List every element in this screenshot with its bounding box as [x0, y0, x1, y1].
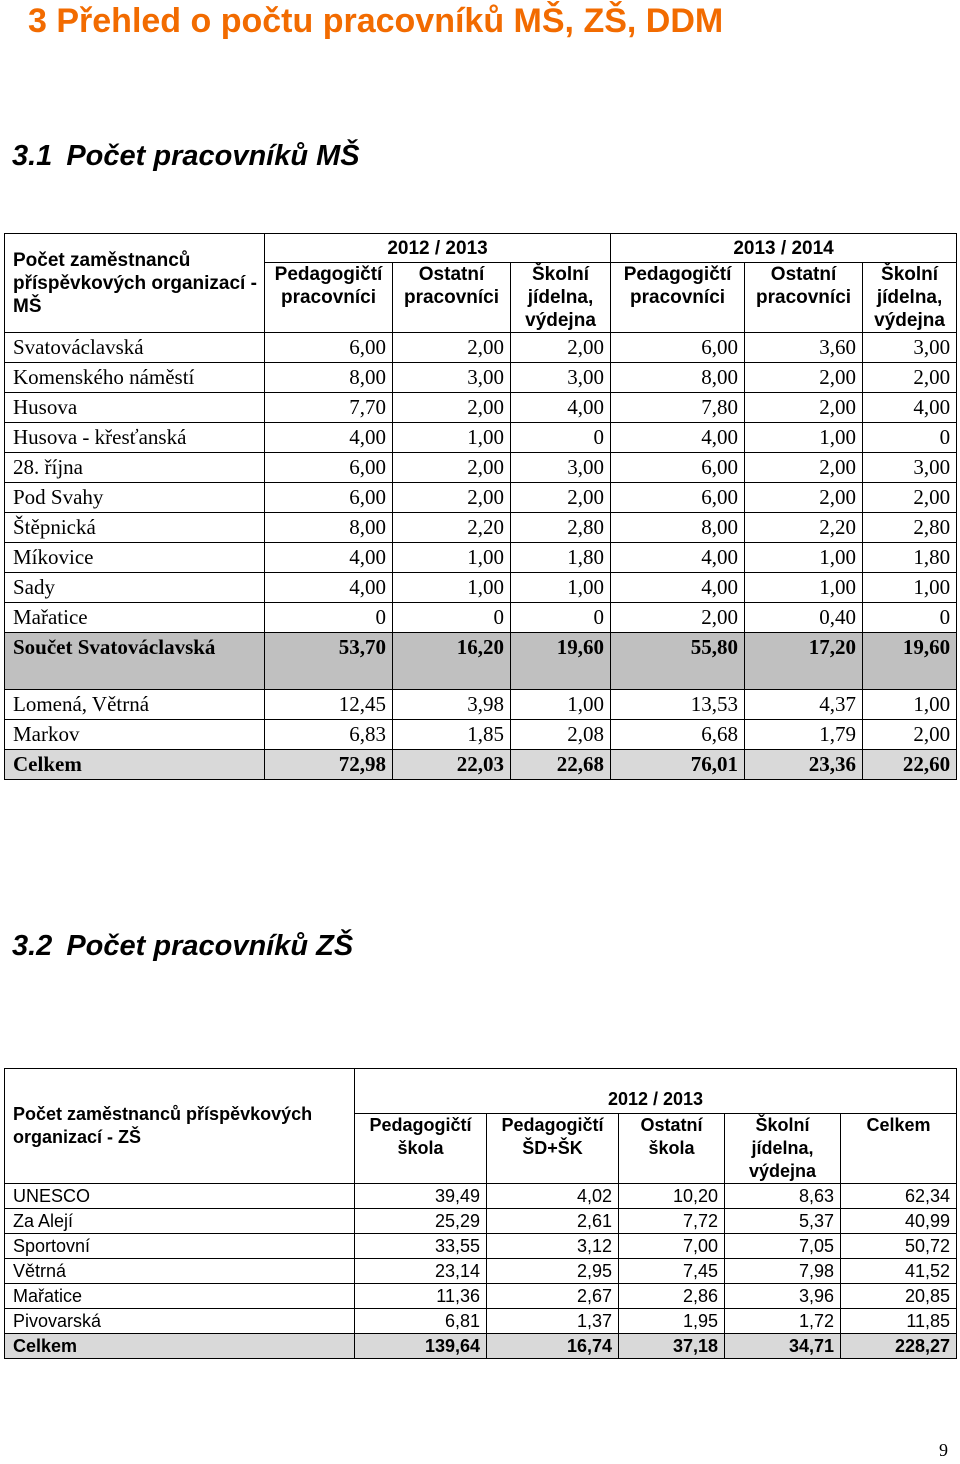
value-cell: 39,49	[355, 1184, 487, 1209]
column-header: Pedagogičtí škola	[355, 1114, 487, 1184]
value-cell: 1,79	[745, 720, 863, 750]
value-cell: 2,20	[393, 513, 511, 543]
value-cell: 2,00	[863, 720, 957, 750]
value-cell: 1,00	[511, 690, 611, 720]
row-label: Sady	[5, 573, 265, 603]
row-label: Celkem	[5, 1334, 355, 1359]
zs-staff-table	[4, 1068, 957, 1359]
value-cell: 2,00	[393, 393, 511, 423]
value-cell: 4,00	[611, 423, 745, 453]
value-cell: 3,00	[863, 453, 957, 483]
value-cell: 76,01	[611, 750, 745, 780]
value-cell: 2,00	[393, 483, 511, 513]
value-cell: 12,45	[265, 690, 393, 720]
table-row	[5, 1309, 957, 1334]
value-cell: 22,03	[393, 750, 511, 780]
value-cell: 0	[863, 603, 957, 633]
section-heading-zs	[12, 930, 353, 963]
column-header: Školní jídelna, výdejna	[863, 263, 957, 333]
value-cell: 19,60	[511, 633, 611, 690]
value-cell: 34,71	[725, 1334, 841, 1359]
value-cell: 6,81	[355, 1309, 487, 1334]
value-cell: 4,00	[611, 573, 745, 603]
value-cell: 20,85	[841, 1284, 957, 1309]
value-cell: 1,37	[487, 1309, 619, 1334]
value-cell: 2,80	[511, 513, 611, 543]
value-cell: 228,27	[841, 1334, 957, 1359]
page-number: 9	[939, 1440, 948, 1460]
value-cell: 7,05	[725, 1234, 841, 1259]
row-label: Komenského náměstí	[5, 363, 265, 393]
value-cell: 2,00	[611, 603, 745, 633]
column-header: Celkem	[841, 1114, 957, 1184]
value-cell: 40,99	[841, 1209, 957, 1234]
table-row	[5, 603, 957, 633]
table-row	[5, 1284, 957, 1309]
table-row	[5, 393, 957, 423]
zs-row-header: Počet zaměstnanců příspěvkových organizací - ZŠ	[5, 1069, 355, 1184]
column-header: Ostatní pracovníci	[745, 263, 863, 333]
value-cell: 53,70	[265, 633, 393, 690]
value-cell: 6,68	[611, 720, 745, 750]
value-cell: 2,00	[511, 333, 611, 363]
value-cell: 1,95	[619, 1309, 725, 1334]
value-cell: 4,00	[265, 573, 393, 603]
row-label: Míkovice	[5, 543, 265, 573]
table-row	[5, 1259, 957, 1284]
value-cell: 23,36	[745, 750, 863, 780]
table-row	[5, 483, 957, 513]
table-row	[5, 1184, 957, 1209]
value-cell: 0	[863, 423, 957, 453]
ms-staff-table	[4, 233, 957, 780]
value-cell: 0	[265, 603, 393, 633]
value-cell: 3,60	[745, 333, 863, 363]
value-cell: 2,00	[863, 363, 957, 393]
section-number: 3.1	[12, 140, 53, 172]
table-row	[5, 513, 957, 543]
row-label: UNESCO	[5, 1184, 355, 1209]
value-cell: 6,00	[265, 453, 393, 483]
value-cell: 2,08	[511, 720, 611, 750]
value-cell: 4,00	[863, 393, 957, 423]
value-cell: 16,74	[487, 1334, 619, 1359]
row-label: Mařatice	[5, 603, 265, 633]
value-cell: 11,36	[355, 1284, 487, 1309]
value-cell: 1,00	[393, 543, 511, 573]
section-title: Počet pracovníků ZŠ	[66, 930, 354, 962]
value-cell: 1,00	[393, 423, 511, 453]
column-header: Školní jídelna, výdejna	[725, 1114, 841, 1184]
value-cell: 3,98	[393, 690, 511, 720]
sum-row	[5, 633, 957, 690]
value-cell: 2,61	[487, 1209, 619, 1234]
value-cell: 41,52	[841, 1259, 957, 1284]
value-cell: 3,96	[725, 1284, 841, 1309]
row-label: Husova - křesťanská	[5, 423, 265, 453]
value-cell: 3,00	[393, 363, 511, 393]
column-header: Školní jídelna, výdejna	[511, 263, 611, 333]
value-cell: 4,00	[511, 393, 611, 423]
value-cell: 6,00	[611, 453, 745, 483]
ms-year-header: 2012 / 2013	[265, 234, 611, 263]
value-cell: 0	[393, 603, 511, 633]
value-cell: 6,00	[611, 483, 745, 513]
value-cell: 2,00	[511, 483, 611, 513]
ms-year-header: 2013 / 2014	[611, 234, 957, 263]
value-cell: 0	[511, 603, 611, 633]
value-cell: 4,00	[611, 543, 745, 573]
value-cell: 6,00	[265, 333, 393, 363]
value-cell: 8,63	[725, 1184, 841, 1209]
value-cell: 2,80	[863, 513, 957, 543]
value-cell: 4,02	[487, 1184, 619, 1209]
row-label: Markov	[5, 720, 265, 750]
value-cell: 3,00	[511, 453, 611, 483]
value-cell: 2,20	[745, 513, 863, 543]
row-label: Součet Svatováclavská	[5, 633, 265, 690]
column-header: Pedagogičtí pracovníci	[265, 263, 393, 333]
value-cell: 8,00	[265, 363, 393, 393]
value-cell: 7,70	[265, 393, 393, 423]
value-cell: 2,00	[863, 483, 957, 513]
value-cell: 4,37	[745, 690, 863, 720]
table-row	[5, 423, 957, 453]
row-label: Pivovarská	[5, 1309, 355, 1334]
value-cell: 22,68	[511, 750, 611, 780]
table-row	[5, 363, 957, 393]
row-label: Husova	[5, 393, 265, 423]
section-title: Počet pracovníků MŠ	[66, 140, 360, 172]
value-cell: 2,67	[487, 1284, 619, 1309]
row-label: Lomená, Větrná	[5, 690, 265, 720]
value-cell: 62,34	[841, 1184, 957, 1209]
row-label: Štěpnická	[5, 513, 265, 543]
table-row	[5, 1234, 957, 1259]
value-cell: 25,29	[355, 1209, 487, 1234]
row-label: Pod Svahy	[5, 483, 265, 513]
row-label: 28. října	[5, 453, 265, 483]
value-cell: 11,85	[841, 1309, 957, 1334]
value-cell: 1,85	[393, 720, 511, 750]
value-cell: 3,00	[863, 333, 957, 363]
total-row	[5, 1334, 957, 1359]
value-cell: 1,80	[863, 543, 957, 573]
value-cell: 6,00	[611, 333, 745, 363]
column-header: Pedagogičtí pracovníci	[611, 263, 745, 333]
value-cell: 1,00	[863, 690, 957, 720]
table-row	[5, 573, 957, 603]
value-cell: 8,00	[611, 513, 745, 543]
value-cell: 50,72	[841, 1234, 957, 1259]
value-cell: 2,95	[487, 1259, 619, 1284]
value-cell: 10,20	[619, 1184, 725, 1209]
column-header: Ostatní škola	[619, 1114, 725, 1184]
value-cell: 0	[511, 423, 611, 453]
value-cell: 2,00	[745, 363, 863, 393]
zs-year-header: 2012 / 2013	[355, 1069, 957, 1114]
value-cell: 8,00	[611, 363, 745, 393]
ms-row-header: Počet zaměstnanců příspěvkových organizací - MŠ	[5, 234, 265, 333]
value-cell: 2,86	[619, 1284, 725, 1309]
value-cell: 2,00	[745, 483, 863, 513]
table-row	[5, 543, 957, 573]
value-cell: 55,80	[611, 633, 745, 690]
section-number: 3.2	[12, 930, 53, 962]
value-cell: 7,80	[611, 393, 745, 423]
value-cell: 7,00	[619, 1234, 725, 1259]
value-cell: 37,18	[619, 1334, 725, 1359]
value-cell: 13,53	[611, 690, 745, 720]
value-cell: 17,20	[745, 633, 863, 690]
value-cell: 4,00	[265, 543, 393, 573]
value-cell: 1,00	[863, 573, 957, 603]
value-cell: 4,00	[265, 423, 393, 453]
section-heading-ms	[12, 140, 360, 173]
column-header: Pedagogičtí ŠD+ŠK	[487, 1114, 619, 1184]
table-row	[5, 333, 957, 363]
value-cell: 1,80	[511, 543, 611, 573]
value-cell: 6,00	[265, 483, 393, 513]
value-cell: 1,72	[725, 1309, 841, 1334]
value-cell: 2,00	[393, 333, 511, 363]
value-cell: 139,64	[355, 1334, 487, 1359]
page-title: 3 Přehled o počtu pracovníků MŠ, ZŠ, DDM	[28, 2, 724, 40]
value-cell: 1,00	[745, 543, 863, 573]
value-cell: 5,37	[725, 1209, 841, 1234]
table-row	[5, 690, 957, 720]
value-cell: 1,00	[393, 573, 511, 603]
value-cell: 19,60	[863, 633, 957, 690]
table-row	[5, 720, 957, 750]
column-header: Ostatní pracovníci	[393, 263, 511, 333]
value-cell: 2,00	[745, 453, 863, 483]
row-label: Celkem	[5, 750, 265, 780]
row-label: Mařatice	[5, 1284, 355, 1309]
value-cell: 2,00	[745, 393, 863, 423]
value-cell: 33,55	[355, 1234, 487, 1259]
value-cell: 22,60	[863, 750, 957, 780]
value-cell: 1,00	[511, 573, 611, 603]
value-cell: 72,98	[265, 750, 393, 780]
value-cell: 8,00	[265, 513, 393, 543]
value-cell: 2,00	[393, 453, 511, 483]
value-cell: 3,12	[487, 1234, 619, 1259]
row-label: Větrná	[5, 1259, 355, 1284]
value-cell: 1,00	[745, 573, 863, 603]
total-row	[5, 750, 957, 780]
value-cell: 1,00	[745, 423, 863, 453]
value-cell: 23,14	[355, 1259, 487, 1284]
table-row	[5, 1209, 957, 1234]
row-label: Sportovní	[5, 1234, 355, 1259]
value-cell: 6,83	[265, 720, 393, 750]
value-cell: 7,98	[725, 1259, 841, 1284]
row-label: Za Alejí	[5, 1209, 355, 1234]
row-label: Svatováclavská	[5, 333, 265, 363]
table-row	[5, 453, 957, 483]
value-cell: 3,00	[511, 363, 611, 393]
value-cell: 7,45	[619, 1259, 725, 1284]
value-cell: 0,40	[745, 603, 863, 633]
value-cell: 16,20	[393, 633, 511, 690]
value-cell: 7,72	[619, 1209, 725, 1234]
